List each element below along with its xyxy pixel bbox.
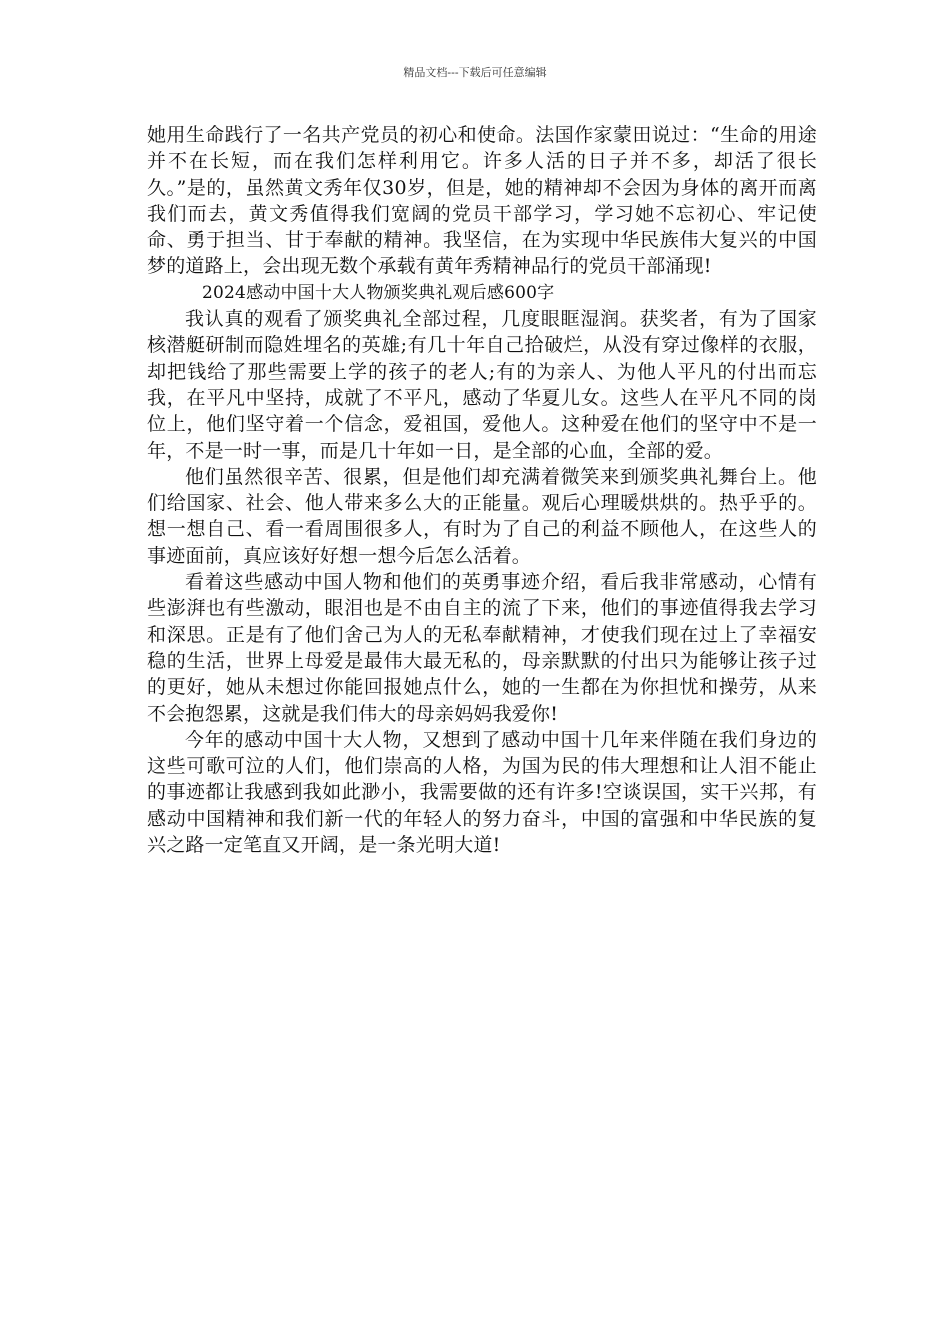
- section-title: 2024感动中国十大人物颁奖典礼观后感600字: [202, 282, 555, 303]
- paragraph-1: 我认真的观看了颁奖典礼全部过程，几度眼眶湿润。获奖者，有为了国家核潜艇研制而隐姓埋名的英雄;有几十年自己拾破烂，从没有穿过像样的衣服，却把钱给了那些需要上学的孩子的老人;有的为亲人、为他人平凡的付出而忘我，在平凡中坚持，成就了不平凡，感动了华夏儿女。这些人在平凡不同的岗位上，他们坚守着一个信念，爱祖国，爱他人。这种爱在他们的坚守中不是一年，不是一时一事，而是几十年如一日，是全部的心血，全部的爱。: [147, 308, 817, 462]
- document-body: [147, 122, 817, 858]
- paragraph-3: 看着这些感动中国人物和他们的英勇事迹介绍，看后我非常感动，心情有些澎湃也有些激动，眼泪也是不由自主的流了下来，他们的事迹值得我去学习和深思。正是有了他们舍己为人的无私奉献精神，才使我们现在过上了幸福安稳的生活，世界上母爱是最伟大最无私的，母亲默默的付出只为能够让孩子过的更好，她从未想过你能回报她点什么，她的一生都在为你担忧和操劳，从来不会抱怨累，这就是我们伟大的母亲妈妈我爱你!: [147, 571, 817, 725]
- paragraph-intro: 她用生命践行了一名共产党员的初心和使命。法国作家蒙田说过：“生命的用途并不在长短，而在我们怎样利用它。许多人活的日子并不多，却活了很长久。”是的，虽然黄文秀年仅30岁，但是，她的精神却不会因为身体的离开而离我们而去，黄文秀值得我们宽阔的党员干部学习，学习她不忘初心、牢记使命、勇于担当、甘于奉献的精神。我坚信，在为实现中华民族伟大复兴的中国梦的道路上，会出现无数个承载有黄年秀精神品行的党员干部涌现!: [147, 124, 817, 278]
- paragraph-4: 今年的感动中国十大人物，又想到了感动中国十几年来伴随在我们身边的这些可歌可泣的人们，他们崇高的人格，为国为民的伟大理想和让人泪不能止的事迹都让我感到我如此渺小，我需要做的还有许多!空谈误国，实干兴邦，有感动中国精神和我们新一代的年轻人的努力奋斗，中国的富强和中华民族的复兴之路一定笔直又开阔，是一条光明大道!: [147, 728, 817, 857]
- paragraph-2: 他们虽然很辛苦、很累，但是他们却充满着微笑来到颁奖典礼舞台上。他们给国家、社会、他人带来多么大的正能量。观后心理暖烘烘的。热乎乎的。想一想自己、看一看周围很多人，有时为了自己的利益不顾他人，在这些人的事迹面前，真应该好好想一想今后怎么活着。: [147, 465, 817, 567]
- page-header: 精品文档---下载后可任意编辑: [403, 66, 547, 79]
